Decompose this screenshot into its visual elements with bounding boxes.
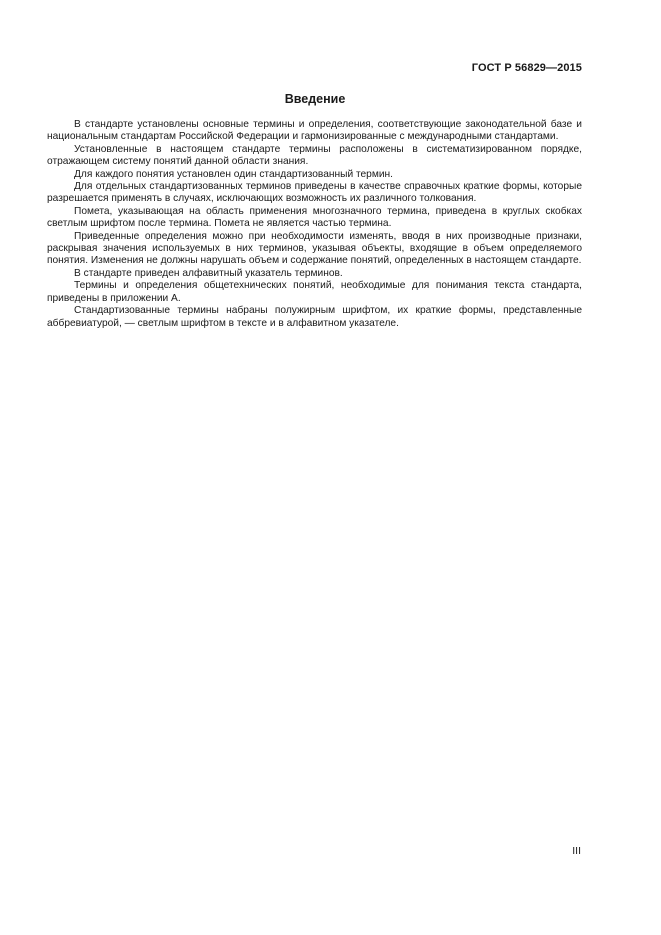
page-number: III <box>572 845 581 857</box>
introduction-body <box>47 119 582 330</box>
paragraph: Установленные в настоящем стандарте термины расположены в систематизированном порядке, отражающем систему понятий данной области знания. <box>47 143 582 168</box>
paragraph: Приведенные определения можно при необходимости изменять, вводя в них производные признаки, раскрывая значения используемых в них терминов, указывая объекты, входящие в объем определяемого понятия. Изменения не должны нарушать объем и содержание понятий, определенных в настоящем стандарте. <box>47 230 582 267</box>
paragraph: Помета, указывающая на область применения многозначного термина, приведена в круглых скобках светлым шрифтом после термина. Помета не является частью термина. <box>47 205 582 230</box>
paragraph: В стандарте установлены основные термины и определения, соответствующие законодательной базе и национальным стандартам Российской Федерации и гармонизированные с международными стандартами. <box>47 119 582 143</box>
document-code: ГОСТ Р 56829—2015 <box>471 62 582 74</box>
section-title: Введение <box>284 92 346 106</box>
paragraph: Для отдельных стандартизованных терминов приведены в качестве справочных краткие формы, которые разрешается применять в случаях, исключающих возможность их различного толкования. <box>47 181 582 205</box>
paragraph: Термины и определения общетехнических понятий, необходимые для понимания текста стандарта, приведены в приложении А. <box>47 280 582 304</box>
paragraph: В стандарте приведен алфавитный указатель терминов. <box>74 267 343 279</box>
paragraph: Для каждого понятия установлен один стандартизованный термин. <box>74 168 393 180</box>
paragraph: Стандартизованные термины набраны полужирным шрифтом, их краткие формы, представленные аббревиатурой, — светлым шрифтом в тексте и в алфавитном указателе. <box>47 305 582 329</box>
